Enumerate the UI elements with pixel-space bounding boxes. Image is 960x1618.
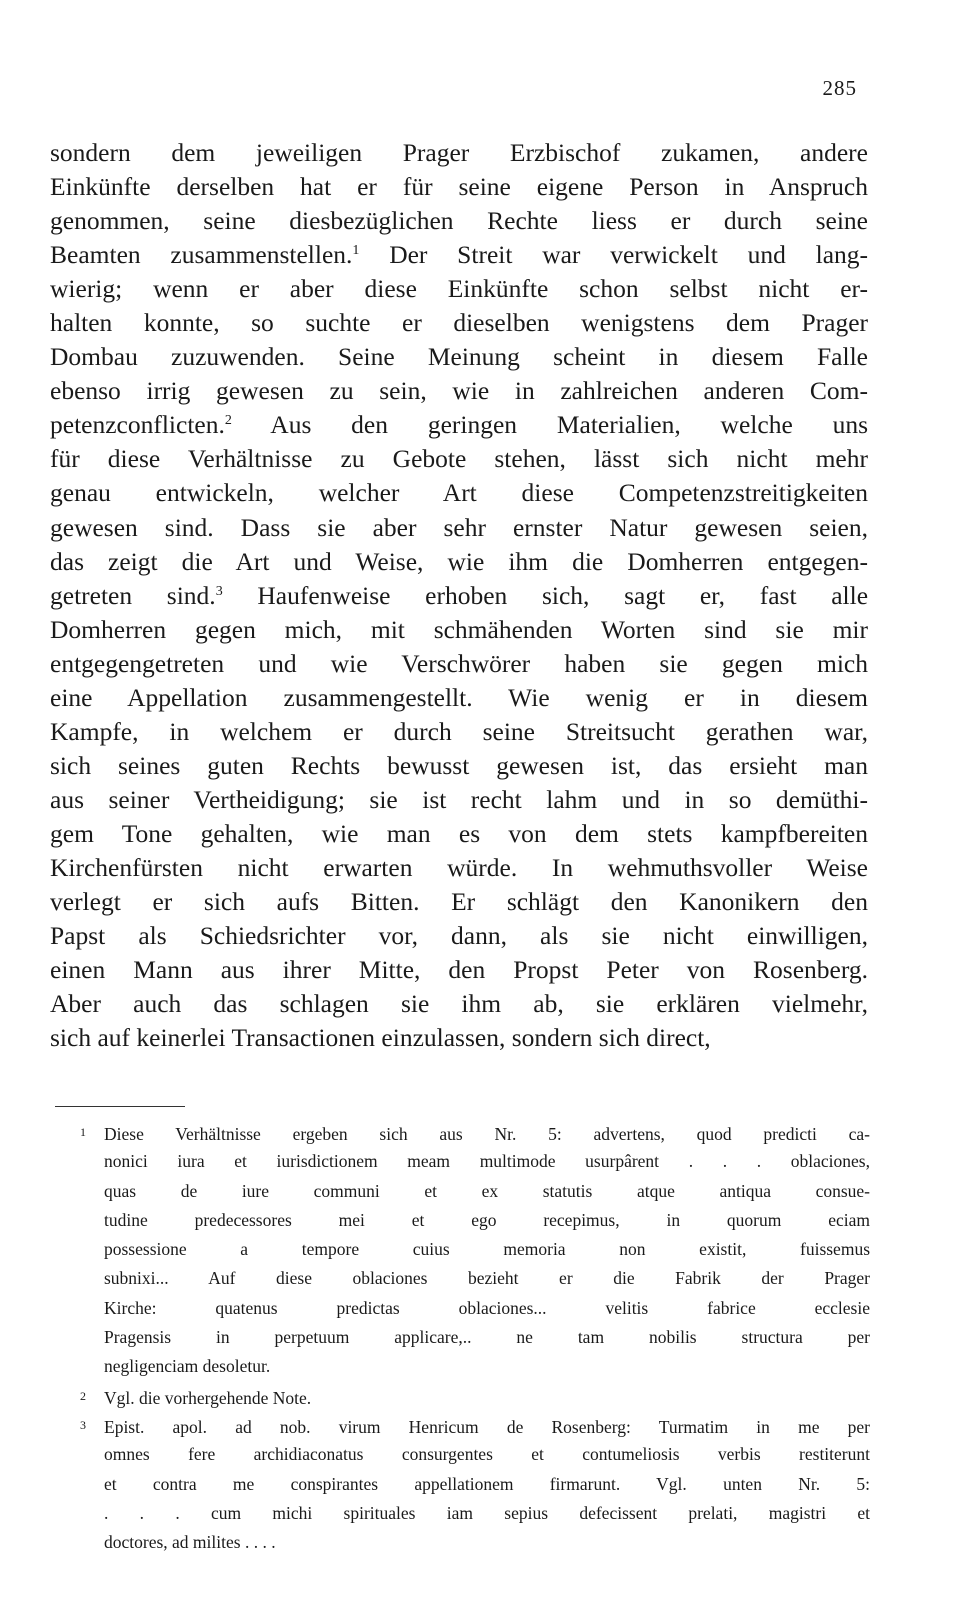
- body-line-text: Beamten zusammenstellen.: [50, 240, 353, 270]
- footnote-marker: 3: [80, 1417, 86, 1432]
- body-line: genommen, seine diesbezüglichen Rechte liess er durch seine: [50, 206, 868, 236]
- body-line: [50, 579, 868, 613]
- body-line: gem Tone gehalten, wie man es von dem stets kampfbereiten: [50, 818, 868, 848]
- body-line: Kirchenfürsten nicht erwarten würde. In wehmuthsvoller Weise: [50, 852, 868, 882]
- footnote-line: quas de iure communi et ex statutis atque antiqua consue-: [104, 1180, 870, 1201]
- body-line: sich seines guten Rechts bewusst gewesen ist, das ersieht man: [50, 750, 868, 780]
- body-line: Domherren gegen mich, mit schmähenden Worten sind sie mir: [50, 614, 868, 644]
- footnote-ref: 1: [352, 243, 360, 259]
- footnote-line: Kirche: quatenus predictas oblaciones... velitis fabrice ecclesie: [104, 1297, 870, 1318]
- body-line: halten konnte, so suchte er dieselben wenigstens dem Prager: [50, 308, 868, 338]
- body-line: Dombau zuzuwenden. Seine Meinung scheint in diesem Falle: [50, 342, 868, 372]
- body-line: sich auf keinerlei Transactionen einzulassen, sondern sich direct,: [50, 1023, 711, 1053]
- footnote-line: et contra me conspirantes appellationem firmarunt. Vgl. unten Nr. 5:: [104, 1473, 870, 1494]
- footnote-line: nonici iura et iurisdictionem meam multimode usurpârent . . . oblaciones,: [104, 1151, 870, 1172]
- footnote-ref: 3: [215, 583, 223, 599]
- body-line: ebenso irrig gewesen zu sein, wie in zahlreichen anderen Com-: [50, 376, 868, 406]
- footnote-line: [80, 1118, 870, 1147]
- footnote-line: possessione a tempore cuius memoria non existit, fuissemus: [104, 1239, 870, 1260]
- footnotes: [80, 1118, 870, 1557]
- body-line: das zeigt die Art und Weise, wie ihm die Domherren entgegen-: [50, 546, 868, 576]
- footnote-line: Pragensis in perpetuum applicare,.. ne tam nobilis structura per: [104, 1327, 870, 1348]
- body-line: für diese Verhältnisse zu Gebote stehen, lässt sich nicht mehr: [50, 444, 868, 474]
- body-line: Papst als Schiedsrichter vor, dann, als sie nicht einwilligen,: [50, 921, 868, 951]
- body-line: aus seiner Vertheidigung; sie ist recht lahm und in so demüthi-: [50, 784, 868, 814]
- footnote-line: [80, 1382, 870, 1411]
- footnote-line: negligenciam desoletur.: [104, 1356, 271, 1377]
- body-line: entgegengetreten und wie Verschwörer haben sie gegen mich: [50, 648, 868, 678]
- footnote-text: Epist. apol. ad nob. virum Henricum de Rosenberg: Turmatim in me per: [104, 1416, 870, 1437]
- footnote-text: Diese Verhältnisse ergeben sich aus Nr. 5: advertens, quod predicti ca-: [104, 1124, 870, 1144]
- body-text: [50, 136, 868, 1055]
- footnote-line: [80, 1411, 870, 1440]
- footnote-text: Vgl. die vorhergehende Note.: [104, 1387, 312, 1408]
- body-line: Einkünfte derselben hat er für seine eigene Person in Anspruch: [50, 172, 868, 202]
- body-line-text: Aus den geringen Materialien, welche uns: [270, 410, 868, 440]
- body-line: gewesen sind. Dass sie aber sehr ernster Natur gewesen seien,: [50, 512, 868, 542]
- footnote-line: omnes fere archidiaconatus consurgentes et contumeliosis verbis restiterunt: [104, 1444, 870, 1465]
- footnote-marker: 1: [80, 1125, 86, 1139]
- footnote-line: tudine predecessores mei et ego recepimus, in quorum eciam: [104, 1209, 870, 1230]
- body-line: [50, 238, 868, 272]
- body-line-text: getreten sind.: [50, 580, 216, 610]
- body-line-text: petenzconflicten.: [50, 410, 225, 440]
- body-line: Kampfe, in welchem er durch seine Streitsucht gerathen war,: [50, 716, 868, 746]
- body-line: verlegt er sich aufs Bitten. Er schlägt den Kanonikern den: [50, 887, 868, 917]
- footnote-ref: 2: [224, 413, 232, 429]
- body-line: einen Mann aus ihrer Mitte, den Propst Peter von Rosenberg.: [50, 955, 868, 985]
- page-number: 285: [822, 76, 857, 100]
- body-line-text: Der Streit war verwickelt und lang-: [389, 240, 868, 270]
- footnote-line: . . . cum michi spirituales iam sepius defecissent prelati, magistri et: [104, 1502, 870, 1523]
- body-line: Aber auch das schlagen sie ihm ab, sie erklären vielmehr,: [50, 989, 868, 1019]
- body-line-text: Haufenweise erhoben sich, sagt er, fast alle: [257, 580, 868, 610]
- footnote-marker: 2: [80, 1388, 86, 1403]
- footnote-line: doctores, ad milites . . . .: [104, 1532, 276, 1553]
- body-line: genau entwickeln, welcher Art diese Competenzstreitigkeiten: [50, 478, 868, 508]
- body-line: sondern dem jeweiligen Prager Erzbischof zukamen, andere: [50, 138, 868, 167]
- body-line: [50, 408, 868, 442]
- body-line: eine Appellation zusammengestellt. Wie wenig er in diesem: [50, 682, 868, 712]
- footnote-line: subnixi... Auf diese oblaciones bezieht er die Fabrik der Prager: [104, 1268, 870, 1289]
- footnote-divider: [55, 1106, 185, 1107]
- body-line: wierig; wenn er aber diese Einkünfte schon selbst nicht er-: [50, 274, 868, 304]
